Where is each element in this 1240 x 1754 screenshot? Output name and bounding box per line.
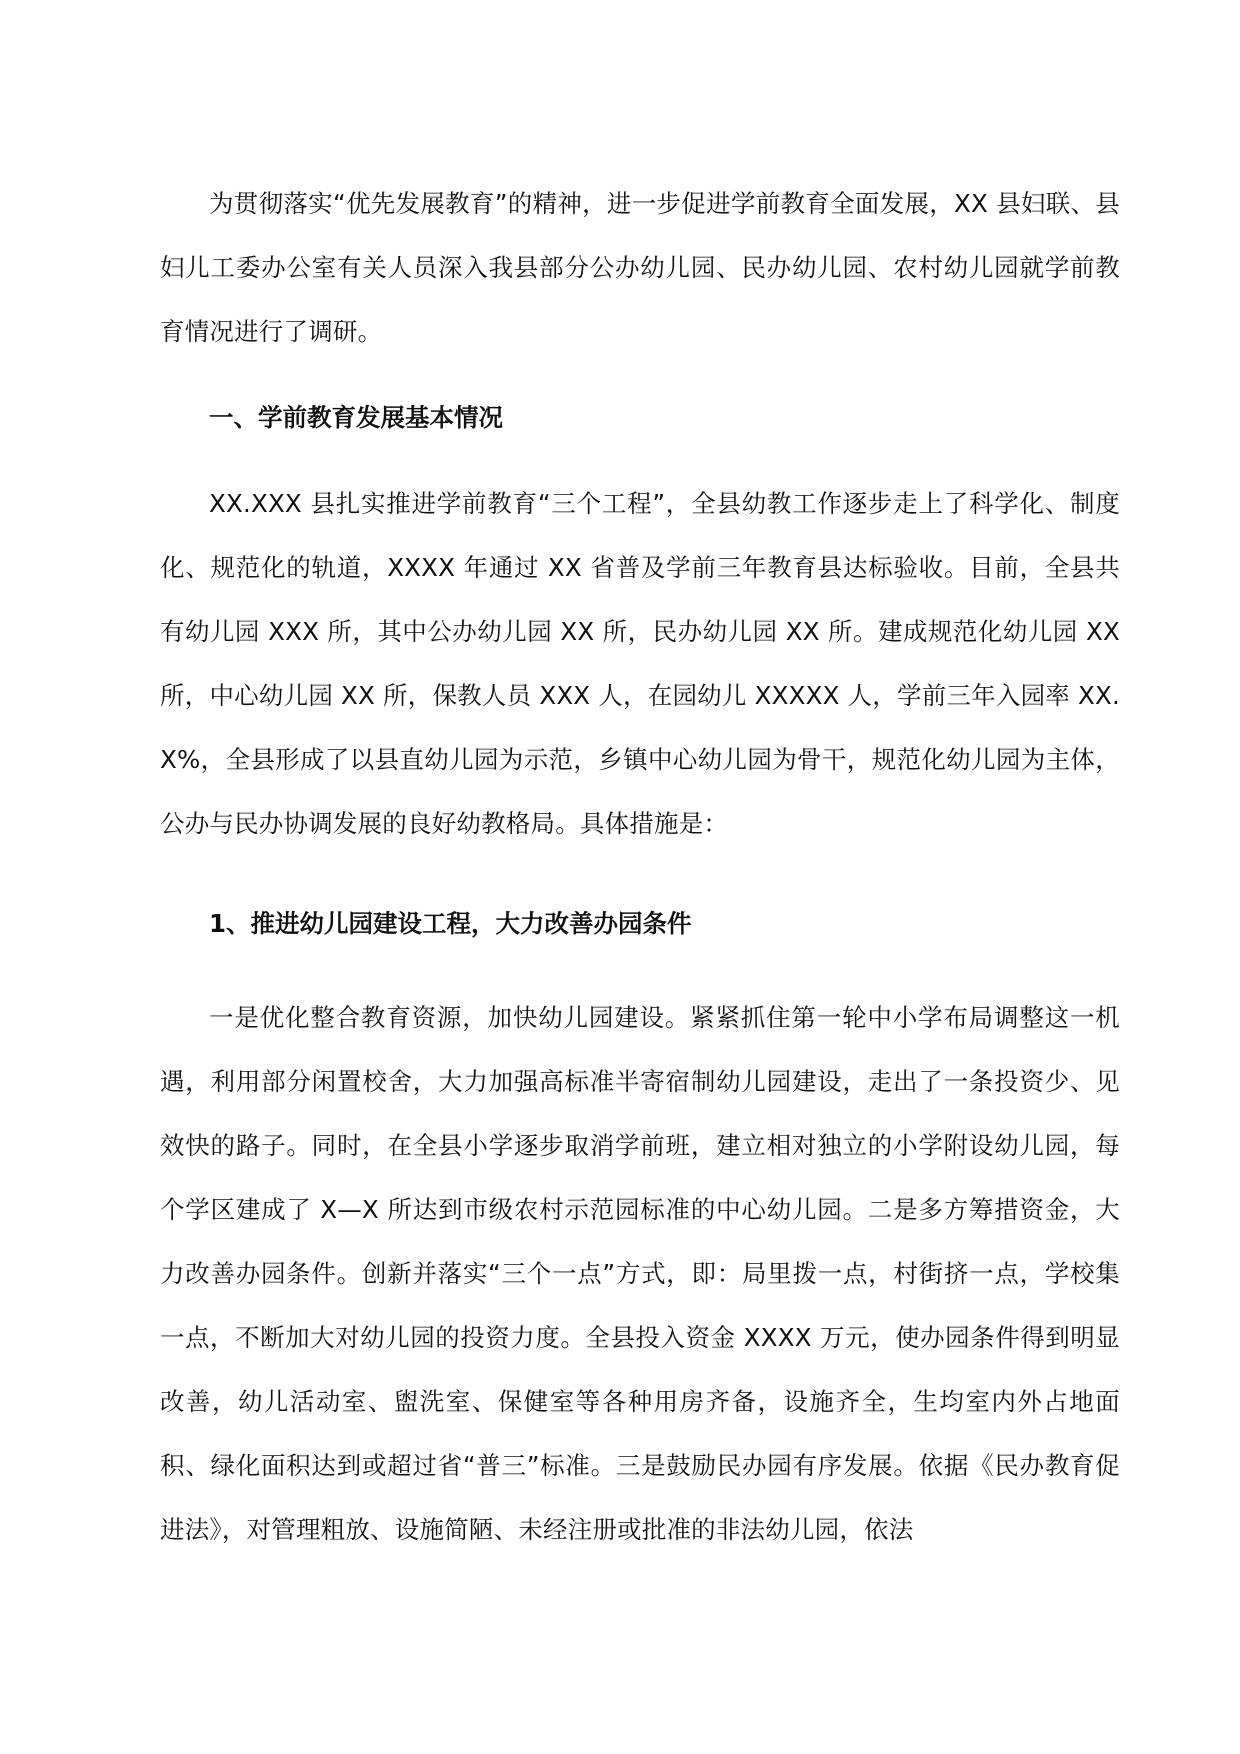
intro-paragraph: 为贯彻落实“优先发展教育”的精神，进一步促进学前教育全面发展，XX 县妇联、县妇儿工委办公室有关人员深入我县部分公办幼儿园、民办幼儿园、农村幼儿园就学前教育情况进行了调研。 <box>160 189 1120 346</box>
section-heading: 一、学前教育发展基本情况 <box>209 403 503 432</box>
document-body <box>160 172 1120 1562</box>
section-paragraph: XX.XXX 县扎实推进学前教育“三个工程”，全县幼教工作逐步走上了科学化、制度化、规范化的轨道，XXXX 年通过 XX 省普及学前三年教育县达标验收。目前，全县共有幼儿园 XXX 所，其中公办幼儿园 XX 所，民办幼儿园 XX 所。建成规范化幼儿园 XX 所，中心幼儿园 XX 所，保教人员 XXX 人，在园幼儿 XXXXX 人，学前三年入园率 XX.X%，全县形成了以县直幼儿园为示范，乡镇中心幼儿园为骨干，规范化幼儿园为主体，公办与民办协调发展的良好幼教格局。具体措施是： <box>160 489 1120 838</box>
subsection-paragraph: 一是优化整合教育资源，加快幼儿园建设。紧紧抓住第一轮中小学布局调整这一机遇，利用部分闲置校舍，大力加强高标准半寄宿制幼儿园建设，走出了一条投资少、见效快的路子。同时，在全县小学逐步取消学前班，建立相对独立的小学附设幼儿园，每个学区建成了 X—X 所达到市级农村示范园标准的中心幼儿园。二是多方筹措资金，大力改善办园条件。创新并落实“三个一点”方式，即：局里拨一点，村街挤一点，学校集一点，不断加大对幼儿园的投资力度。全县投入资金 XXXX 万元，使办园条件得到明显改善，幼儿活动室、盥洗室、保健室等各种用房齐备，设施齐全，生均室内外占地面积、绿化面积达到或超过省“普三”标准。三是鼓励民办园有序发展。依据《民办教育促进法》，对管理粗放、设施简陋、未经注册或批准的非法幼儿园，依法 <box>160 1003 1120 1544</box>
subsection-heading: 1、推进幼儿园建设工程，大力改善办园条件 <box>209 909 692 938</box>
